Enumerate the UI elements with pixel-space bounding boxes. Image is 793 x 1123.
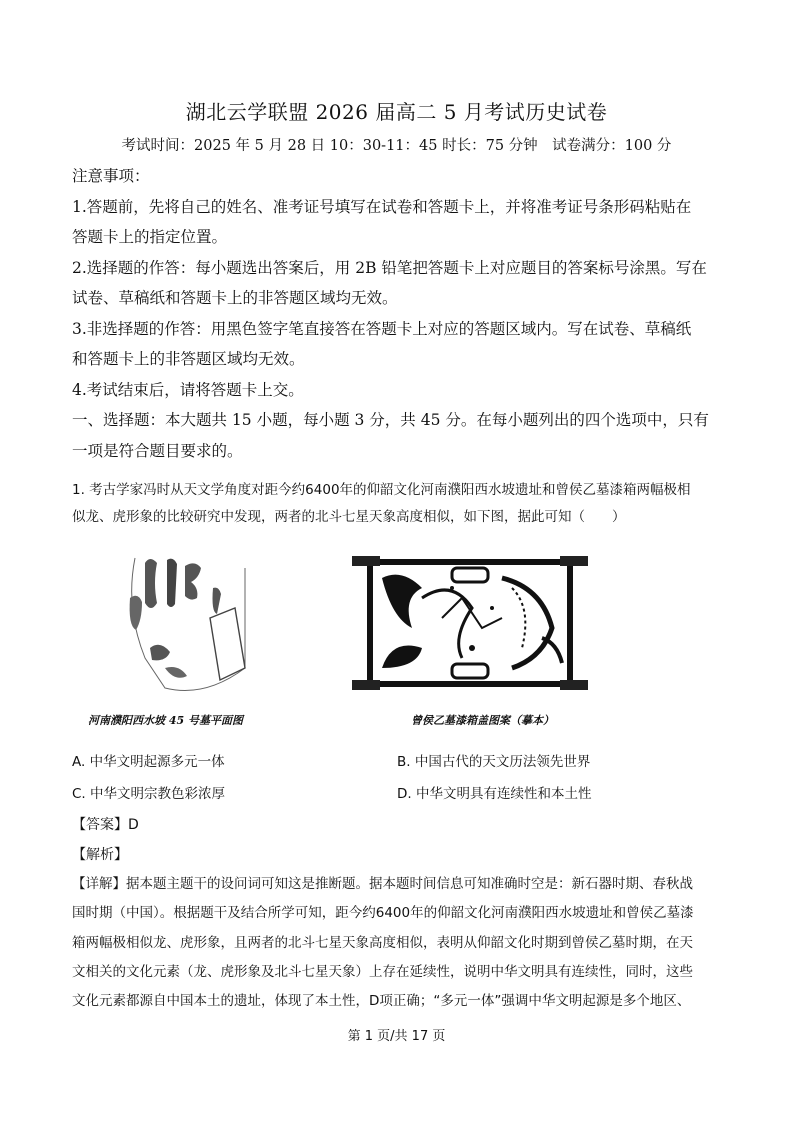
tomb-plan-figure [105, 548, 255, 708]
notice-line: 1.答题前，先将自己的姓名、准考证号填写在试卷和答题卡上，并将准考证号条形码粘贴在 [72, 197, 692, 216]
option-a: A. 中华文明起源多元一体 [72, 754, 225, 770]
notice-heading: 注意事项： [72, 167, 150, 185]
lacquer-box-figure [352, 548, 588, 698]
notice-line: 4.考试结束后，请将答题卡上交。 [72, 380, 304, 399]
question-1-stem [72, 477, 724, 531]
detail-line: 文相关的文化元素（龙、虎形象及北斗七星天象）上存在延续性，说明中华文明具有连续性，同时，这些 [72, 963, 693, 980]
question-line: 似龙、虎形象的比较研究中发现，两者的北斗七星天象高度相似，如下图，据此可知（ ） [72, 509, 626, 525]
option-b: B. 中国古代的天文历法领先世界 [397, 754, 591, 770]
notice-line: 试卷、草稿纸和答题卡上的非答题区域均无效。 [72, 289, 398, 307]
page-number: 第 1 页/共 17 页 [347, 1029, 446, 1044]
notice-block [72, 161, 724, 466]
exam-meta: 考试时间：2025 年 5 月 28 日 10：30-11：45 时长：75 分钟 试卷满分：100 分 [121, 138, 672, 154]
notice-line: 3.非选择题的作答：用黑色签字笔直接答在答题卡上对应的答题区域内。写在试卷、草稿纸 [72, 319, 692, 338]
detail-line: 【详解】据本题主题干的设问词可知这是推断题。据本题时间信息可知准确时空是：新石器时期、春秋战 [72, 876, 693, 892]
analysis-label: 【解析】 [72, 847, 128, 863]
option-d: D. 中华文明具有连续性和本土性 [397, 786, 592, 802]
detail-line: 文化元素都源自中国本土的遗址，体现了本土性，D项正确；“多元一体”强调中华文明起源是多个地区、 [72, 993, 691, 1010]
answer-label: 【答案】D [72, 817, 139, 833]
detail-line: 箱两幅极相似龙、虎形象，且两者的北斗七星天象高度相似，表明从仰韶文化时期到曾侯乙墓时期，在天 [72, 934, 693, 951]
exam-title: 湖北云学联盟 2026 届高二 5 月考试历史试卷 [185, 100, 608, 124]
detail-line: 国时期（中国）。根据题干及结合所学可知，距今约6400年的仰韶文化河南濮阳西水坡遗址和曾侯乙墓漆 [72, 905, 694, 922]
figure-right-caption: 曾侯乙墓漆箱盖图案（摹本） [411, 714, 554, 727]
notice-line: 和答题卡上的非答题区域均无效。 [72, 350, 305, 368]
notice-line: 2.选择题的作答：每小题选出答案后，用 2B 铅笔把答题卡上对应题目的答案标号涂黑。写在 [72, 258, 707, 277]
section-heading: 一项是符合题目要求的。 [72, 441, 243, 460]
section-heading: 一、选择题：本大题共 15 小题，每小题 3 分，共 45 分。在每小题列出的四个选项中，只有 [72, 411, 709, 429]
question-line: 1. 考古学家冯时从天文学角度对距今约6400年的仰韶文化河南濮阳西水坡遗址和曾侯乙墓漆箱两幅极相 [72, 482, 691, 498]
analysis-detail [72, 870, 724, 1016]
figure-left-caption: 河南濮阳西水坡 45 号墓平面图 [88, 714, 243, 727]
notice-line: 答题卡上的指定位置。 [72, 228, 228, 246]
option-c: C. 中华文明宗教色彩浓厚 [72, 786, 226, 802]
